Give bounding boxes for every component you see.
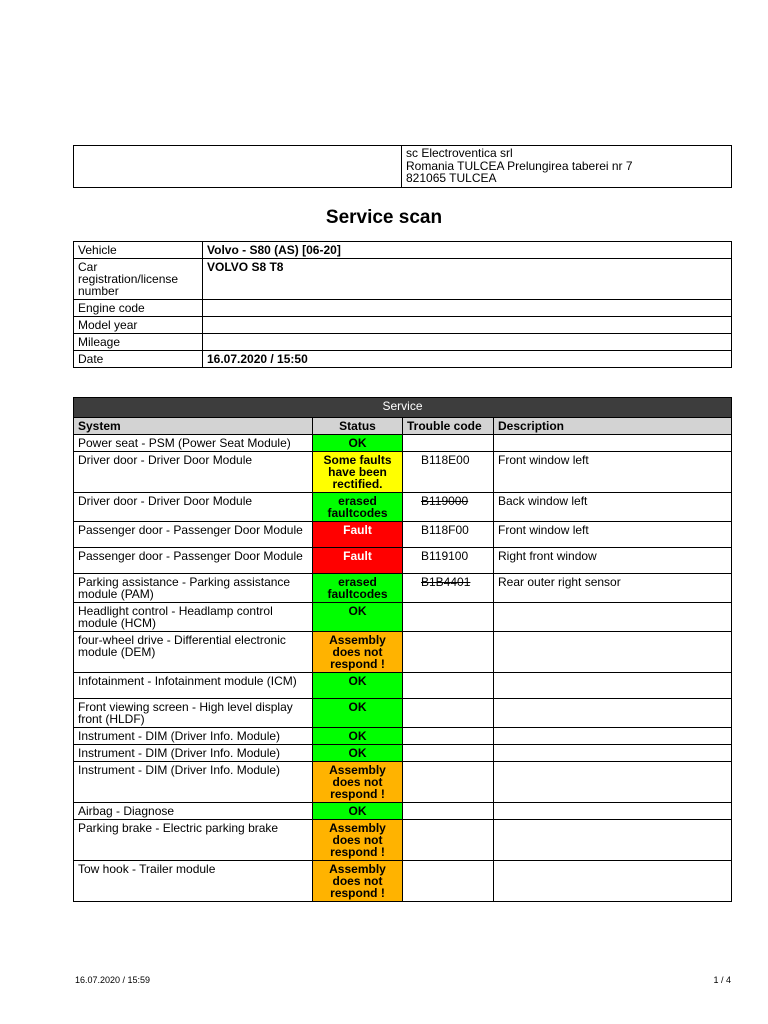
service-status-cell: erased faultcodes [313,574,403,603]
service-row [74,452,732,493]
service-trouble-code-cell [403,762,494,803]
service-row [74,861,732,902]
service-status-cell: OK [313,699,403,728]
header-status: Status [313,418,403,435]
service-trouble-code-cell [403,820,494,861]
page-title: Service scan [325,207,443,228]
service-row [74,728,732,745]
service-description-cell: Front window left [494,452,732,493]
vehicle-info-value [203,300,732,317]
service-system-cell: Instrument - DIM (Driver Info. Module) [74,728,313,745]
vehicle-info-value: VOLVO S8 T8 [203,259,732,300]
service-row [74,548,732,574]
vehicle-info-label: Mileage [74,334,203,351]
service-system-cell: Passenger door - Passenger Door Module [74,548,313,574]
service-caption-row [74,398,732,418]
vehicle-info-label: Model year [74,317,203,334]
service-description-cell [494,673,732,699]
vehicle-info-row [74,300,732,317]
service-row [74,603,732,632]
service-status-cell: Fault [313,522,403,548]
service-status-cell: OK [313,803,403,820]
service-trouble-code-cell [403,632,494,673]
header-trouble-code: Trouble code [403,418,494,435]
service-description-cell [494,435,732,452]
service-row [74,522,732,548]
footer-datetime: 16.07.2020 / 15:59 [75,975,151,985]
service-trouble-code-cell [403,745,494,762]
service-system-cell: Airbag - Diagnose [74,803,313,820]
service-header-row [74,418,732,435]
vehicle-info-value: Volvo - S80 (AS) [06-20] [203,242,732,259]
service-system-cell: Driver door - Driver Door Module [74,493,313,522]
service-system-cell: Parking brake - Electric parking brake [74,820,313,861]
company-header [73,145,732,188]
service-row [74,803,732,820]
service-system-cell: Parking assistance - Parking assistance module (PAM) [74,574,313,603]
service-description-cell: Rear outer right sensor [494,574,732,603]
service-description-cell [494,728,732,745]
service-description-cell [494,803,732,820]
service-row [74,699,732,728]
erased-trouble-code: B119000 [421,494,469,508]
service-status-cell: OK [313,728,403,745]
service-trouble-code-cell: B118F00 [403,522,494,548]
company-name: sc Electroventica srl [406,146,513,160]
service-description-cell: Back window left [494,493,732,522]
service-status-cell: Fault [313,548,403,574]
company-left-cell [74,146,402,188]
erased-trouble-code: B1B4401 [421,575,471,589]
service-system-cell: Instrument - DIM (Driver Info. Module) [74,745,313,762]
service-description-cell: Right front window [494,548,732,574]
service-row [74,762,732,803]
service-trouble-code-cell [403,574,494,603]
service-system-cell: Passenger door - Passenger Door Module [74,522,313,548]
vehicle-info-row [74,317,732,334]
vehicle-info-label: Engine code [74,300,203,317]
service-status-cell: OK [313,435,403,452]
header-description: Description [494,418,732,435]
vehicle-info-row [74,259,732,300]
service-status-cell: Assembly does not respond ! [313,632,403,673]
service-row [74,745,732,762]
service-status-cell: Assembly does not respond ! [313,820,403,861]
service-description-cell [494,632,732,673]
company-city: 821065 TULCEA [406,171,497,185]
service-row [74,574,732,603]
service-status-cell: erased faultcodes [313,493,403,522]
service-description-cell [494,820,732,861]
company-address-cell [402,146,732,188]
service-trouble-code-cell [403,861,494,902]
service-status-cell: OK [313,603,403,632]
service-status-cell: OK [313,673,403,699]
service-description-cell [494,699,732,728]
service-description-cell [494,861,732,902]
service-row [74,673,732,699]
service-system-cell: Power seat - PSM (Power Seat Module) [74,435,313,452]
service-system-cell: Instrument - DIM (Driver Info. Module) [74,762,313,803]
service-trouble-code-cell [403,435,494,452]
vehicle-info-value [203,334,732,351]
service-trouble-code-cell [403,699,494,728]
service-status-cell: OK [313,745,403,762]
vehicle-info-value: 16.07.2020 / 15:50 [203,351,732,368]
footer-page-number: 1 / 4 [713,975,731,985]
vehicle-info-label: Car registration/license number [74,259,203,300]
service-trouble-code-cell [403,803,494,820]
service-trouble-code-cell: B118E00 [403,452,494,493]
service-description-cell [494,603,732,632]
service-row [74,820,732,861]
service-trouble-code-cell [403,673,494,699]
vehicle-info-label: Date [74,351,203,368]
service-row [74,435,732,452]
header-system: System [74,418,313,435]
service-description-cell [494,745,732,762]
vehicle-info-row [74,334,732,351]
service-trouble-code-cell [403,728,494,745]
company-address: Romania TULCEA Prelungirea taberei nr 7 [406,158,633,173]
service-description-cell [494,762,732,803]
service-system-cell: four-wheel drive - Differential electronic module (DEM) [74,632,313,673]
service-trouble-code-cell [403,603,494,632]
vehicle-info-label: Vehicle [74,242,203,259]
vehicle-info-table [73,241,732,368]
service-system-cell: Front viewing screen - High level display front (HLDF) [74,699,313,728]
vehicle-info-value [203,317,732,334]
vehicle-info-row [74,351,732,368]
service-trouble-code-cell: B119100 [403,548,494,574]
service-system-cell: Infotainment - Infotainment module (ICM) [74,673,313,699]
service-status-cell: Assembly does not respond ! [313,861,403,902]
service-description-cell: Front window left [494,522,732,548]
service-caption: Service [74,398,732,418]
service-status-cell: Assembly does not respond ! [313,762,403,803]
vehicle-info-row [74,242,732,259]
service-table [73,397,732,902]
service-trouble-code-cell [403,493,494,522]
service-row [74,632,732,673]
service-system-cell: Headlight control - Headlamp control module (HCM) [74,603,313,632]
service-status-cell: Some faults have been rectified. [313,452,403,493]
service-system-cell: Tow hook - Trailer module [74,861,313,902]
service-row [74,493,732,522]
service-system-cell: Driver door - Driver Door Module [74,452,313,493]
